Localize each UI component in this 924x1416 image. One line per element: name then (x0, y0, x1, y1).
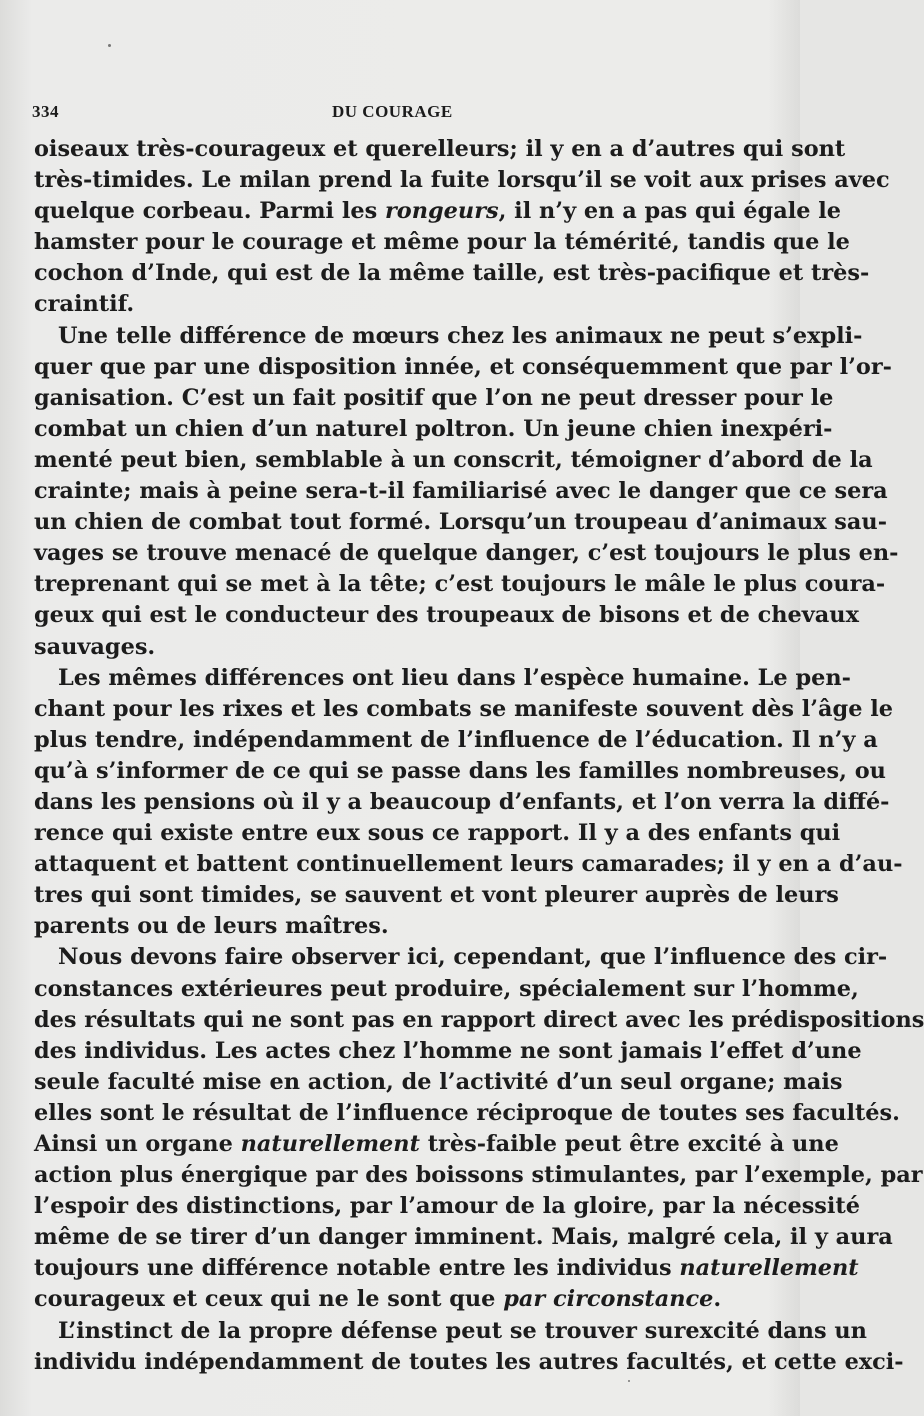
text-line: constances extérieures peut produire, spécialement sur l’homme, (34, 975, 859, 1002)
text-line: treprenant qui se met à la tête; c’est toujours le mâle le plus coura- (34, 571, 886, 598)
text-line: qu’à s’informer de ce qui se passe dans les familles nombreuses, ou (34, 757, 886, 784)
text-line: combat un chien d’un naturel poltron. Un jeune chien inexpéri- (34, 415, 833, 442)
text-line: courageux et ceux qui ne le sont que par circonstance. (34, 1286, 722, 1313)
text-line: craintif. (34, 291, 135, 318)
text-line: hamster pour le courage et même pour la témérité, tandis que le (34, 229, 850, 256)
text-line: parents ou de leurs maîtres. (34, 913, 389, 940)
text-line: quelque corbeau. Parmi les rongeurs, il n’y en a pas qui égale le (34, 198, 842, 225)
italic-word: rongeurs (385, 198, 499, 225)
page-header (32, 102, 772, 126)
text-line: quer que par une disposition innée, et conséquemment que par l’or- (34, 353, 892, 380)
body-text (34, 134, 924, 1378)
text-line: dans les pensions où il y a beaucoup d’enfants, et l’on verra la diffé- (34, 788, 890, 815)
text-line: oiseaux très-courageux et querelleurs; il y en a d’autres qui sont (34, 136, 846, 162)
text-line: action plus énergique par des boissons stimulantes, par l’exemple, par (34, 1162, 923, 1189)
text-line: Les mêmes différences ont lieu dans l’espèce humaine. Le pen- (58, 664, 851, 691)
text-line: ganisation. C’est un fait positif que l’on ne peut dresser pour le (34, 384, 834, 411)
page-number: 334 (32, 102, 59, 121)
running-title: DU COURAGE (332, 102, 453, 121)
text-line: l’espoir des distinctions, par l’amour de la gloire, par la nécessité (34, 1193, 861, 1220)
text-line: un chien de combat tout formé. Lorsqu’un troupeau d’animaux sau- (34, 509, 887, 536)
text-line: geux qui est le conducteur des troupeaux de bisons et de chevaux (34, 602, 859, 629)
text-line: toujours une différence notable entre les individus naturellement (34, 1255, 859, 1282)
italic-word: par circonstance (503, 1286, 714, 1313)
text-line: menté peut bien, semblable à un conscrit, témoigner d’abord de la (34, 446, 873, 473)
text-line: des résultats qui ne sont pas en rapport direct avec les prédispositions (34, 1006, 924, 1033)
text-line: attaquent et battent continuellement leurs camarades; il y en a d’au- (34, 851, 903, 878)
text-line: plus tendre, indépendamment de l’influence de l’éducation. Il n’y a (34, 726, 878, 753)
text-line: crainte; mais à peine sera-t-il familiarisé avec le danger que ce sera (34, 478, 888, 505)
text-line: même de se tirer d’un danger imminent. Mais, malgré cela, il y aura (34, 1224, 893, 1251)
text-line: L’instinct de la propre défense peut se trouver surexcité dans un (58, 1317, 867, 1344)
text-line: vages se trouve menacé de quelque danger, c’est toujours le plus en- (34, 540, 899, 567)
text-line: des individus. Les actes chez l’homme ne sont jamais l’effet d’une (34, 1037, 862, 1064)
text-line: Nous devons faire observer ici, cependant, que l’influence des cir- (58, 944, 888, 971)
text-line: Ainsi un organe naturellement très-faible peut être excité à une (34, 1131, 839, 1157)
paper-speck (628, 1380, 630, 1382)
text-line: chant pour les rixes et les combats se manifeste souvent dès l’âge le (34, 695, 894, 722)
text-line: rence qui existe entre eux sous ce rapport. Il y a des enfants qui (34, 820, 841, 847)
text-line: individu indépendamment de toutes les autres facultés, et cette exci- (34, 1348, 904, 1375)
text-line: elles sont le résultat de l’influence réciproque de toutes ses facultés. (34, 1099, 900, 1126)
text-line: seule faculté mise en action, de l’activité d’un seul organe; mais (34, 1068, 843, 1095)
text-line: Une telle différence de mœurs chez les animaux ne peut s’expli- (58, 322, 863, 349)
text-line: cochon d’Inde, qui est de la même taille, est très-pacifique et très- (34, 260, 870, 287)
text-line: tres qui sont timides, se sauvent et vont pleurer auprès de leurs (34, 882, 839, 909)
paper-speck (108, 44, 111, 47)
text-line: très-timides. Le milan prend la fuite lorsqu’il se voit aux prises avec (34, 167, 890, 194)
italic-word: naturellement (240, 1131, 420, 1157)
text-line: sauvages. (34, 633, 156, 660)
italic-word: naturellement (679, 1255, 859, 1282)
